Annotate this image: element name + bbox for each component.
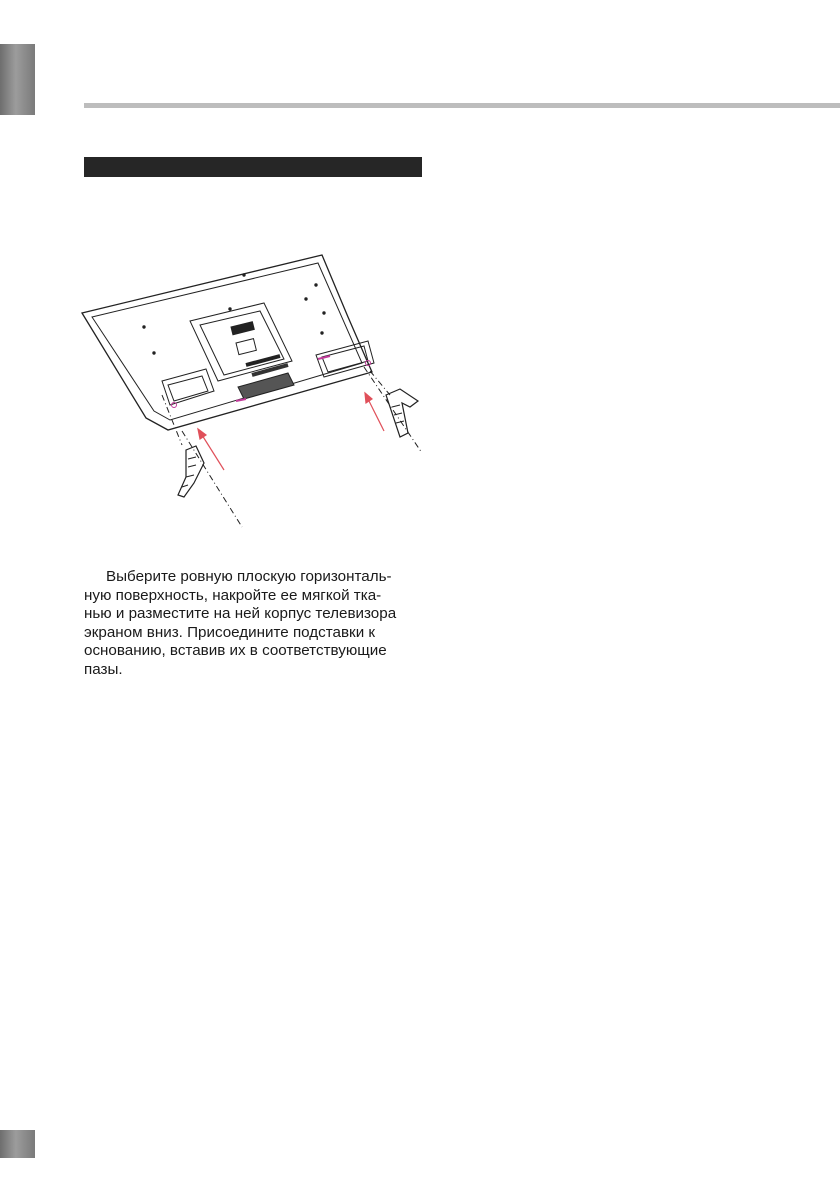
insertion-arrows xyxy=(198,393,384,470)
left-arrow xyxy=(202,435,224,470)
header-rule xyxy=(84,103,840,108)
instruction-line: пазы. xyxy=(84,660,123,678)
installation-instructions xyxy=(84,568,429,680)
section-title-bar xyxy=(84,157,422,177)
right-arrow xyxy=(368,399,384,431)
left-stand-leg xyxy=(178,446,204,497)
instruction-line: основанию, вставив их в соответствующие xyxy=(84,642,387,660)
instruction-line: ную поверхность, накройте ее мягкой тка- xyxy=(84,586,382,604)
instruction-line: нью и разместите на ней корпус телевизора xyxy=(84,605,397,623)
page-number-tab xyxy=(0,1130,35,1158)
instruction-line: Выберите ровную плоскую горизонталь- xyxy=(106,568,392,585)
chapter-tab xyxy=(0,44,35,115)
tv-stand-installation-illustration xyxy=(78,245,430,535)
instruction-line: экраном вниз. Присоедините подставки к xyxy=(84,623,376,641)
tv-back-frame xyxy=(82,255,372,430)
right-stand-slot xyxy=(316,341,374,377)
